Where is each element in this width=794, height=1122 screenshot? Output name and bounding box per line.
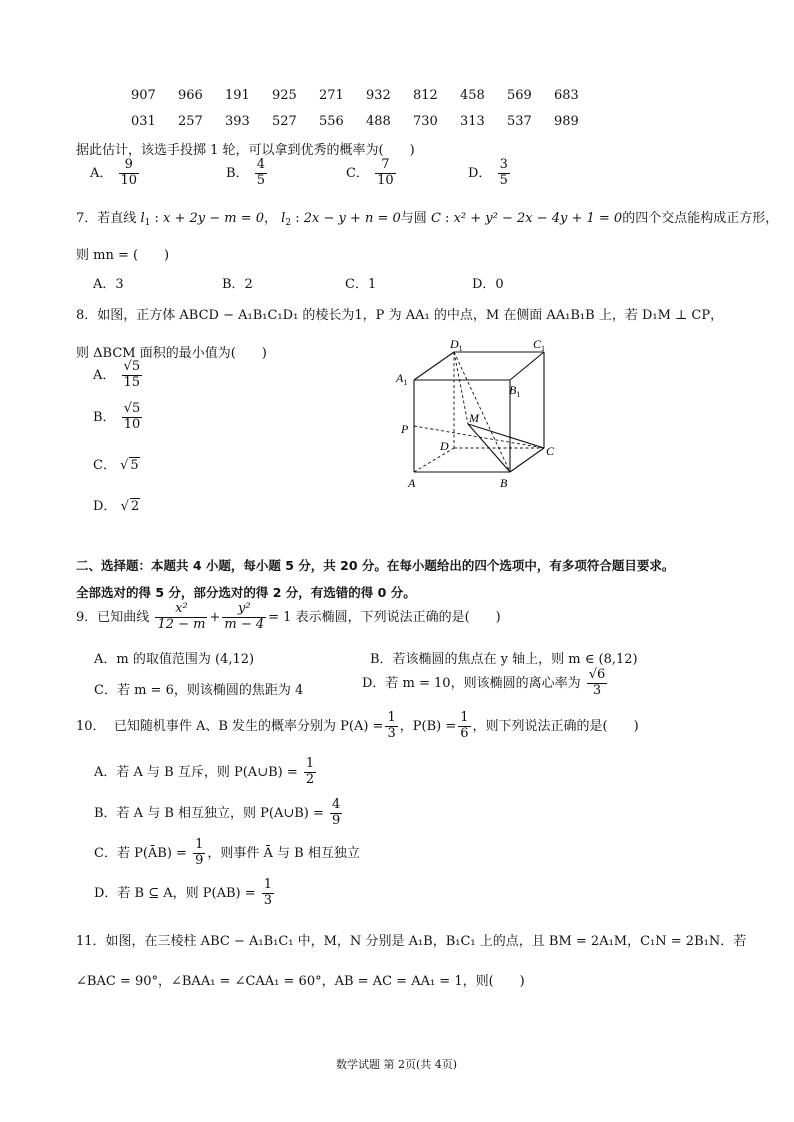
label-B: B — [500, 476, 508, 490]
denominator: 15 — [123, 374, 141, 390]
option-text: A．若 A 与 B 互斥，则 P(A∪B) = — [94, 764, 298, 780]
fraction — [330, 798, 342, 829]
q10-text: ，则下列说法正确的是( ) — [472, 718, 639, 734]
random-number: 031 — [131, 114, 156, 129]
segment-M-C-solid — [468, 424, 544, 448]
denominator: 9 — [195, 852, 204, 868]
fraction — [498, 158, 510, 189]
radicand: 5 — [130, 458, 139, 473]
denominator: 6 — [460, 725, 469, 741]
q7-text: 若直线 — [97, 211, 137, 226]
q10-option-b[interactable] — [94, 798, 344, 829]
option-text: D．若 m = 10，则该椭圆的离心率为 — [362, 675, 581, 691]
q11-text: 如图，在三棱柱 ABC − A₁B₁C₁ 中，M，N 分别是 A₁B，B₁C₁ 上的点，且 BM = 2A₁M，C₁N = 2B₁N．若 — [105, 934, 747, 949]
fraction — [222, 602, 266, 633]
option-label: B． — [93, 409, 116, 425]
denominator: 12 − m — [157, 616, 206, 632]
q9-option-d[interactable] — [362, 668, 609, 699]
line-l2-equation: 2x − y + n = 0 — [303, 211, 401, 226]
numerator: 1 — [263, 877, 273, 892]
denominator: 9 — [332, 812, 341, 828]
q10-option-c[interactable] — [94, 838, 360, 869]
numerator: x² — [155, 602, 207, 618]
q8-stem — [76, 304, 723, 323]
q9-text: 已知曲线 — [97, 609, 150, 625]
circle-equation: x² + y² − 2x − 4y + 1 = 0 — [453, 211, 623, 226]
random-number-row-1 — [131, 88, 601, 103]
q11-line2: ∠BAC = 90°，∠BAA₁ = ∠CAA₁ = 60°，AB = AC = AA₁ = 1，则( ) — [76, 974, 525, 989]
random-number: 458 — [460, 88, 485, 103]
label-D1: $D_1$ — [450, 337, 463, 353]
random-number: 812 — [413, 88, 438, 103]
denominator: 10 — [123, 416, 141, 432]
segment-D1-B — [454, 352, 510, 472]
cube-figure — [392, 332, 572, 494]
fraction — [587, 668, 608, 699]
denominator: 5 — [256, 172, 265, 188]
random-number: 527 — [272, 114, 297, 129]
numerator: y² — [222, 602, 266, 618]
edge-B1-C1 — [510, 352, 544, 380]
q9-stem: 9．已知曲线 $\frac{\text{x²}}{12 - m}$ + $\frac{\text{y²}}{m - 4}$ = 1 表示椭圆，下列说法正确的是( ) — [76, 601, 501, 632]
fraction — [375, 158, 396, 189]
label-C1: $C_1$ — [533, 337, 546, 353]
numerator: 4 — [332, 797, 341, 812]
numerator: 3 — [499, 157, 508, 172]
numerator: 1 — [195, 837, 204, 852]
fraction — [255, 158, 267, 189]
q8-line2: 则 ΔBCM 面积的最小值为( ) — [76, 346, 267, 361]
random-number: 683 — [554, 88, 579, 103]
q9-option-b[interactable]: B．若该椭圆的焦点在 y 轴上，则 m ∈ (8,12) — [370, 652, 638, 667]
option-text: D．若 B ⊆ A，则 P(AB) = — [94, 885, 256, 901]
q7-option-c[interactable]: C．1 — [345, 277, 377, 292]
random-number: 730 — [413, 114, 438, 129]
q8-option-b[interactable] — [93, 402, 144, 433]
q7-option-b[interactable]: B．2 — [222, 277, 253, 292]
denominator: 3 — [263, 892, 273, 908]
label-P: P — [401, 422, 409, 436]
fraction — [262, 878, 274, 909]
edge-B-C — [510, 448, 544, 472]
q6-option-b[interactable] — [226, 158, 269, 189]
numerator: √5 — [123, 359, 141, 374]
page-footer: 数学试题 第 2页(共 4页) — [336, 1058, 458, 1071]
numerator: √5 — [123, 401, 141, 416]
denominator: 3 — [387, 725, 396, 741]
random-number: 932 — [366, 88, 391, 103]
denominator: 10 — [120, 172, 138, 188]
random-number: 537 — [507, 114, 532, 129]
random-number: 488 — [366, 114, 391, 129]
q7-text: 与圆 — [400, 211, 427, 226]
denominator: 5 — [499, 172, 508, 188]
numerator: 1 — [305, 756, 315, 771]
radicand: 2 — [130, 499, 140, 514]
random-number-row-2 — [131, 114, 601, 129]
numerator: 7 — [375, 158, 396, 174]
random-number: 569 — [507, 88, 532, 103]
q11-stem — [76, 930, 746, 949]
q7-option-a[interactable]: A．3 — [93, 277, 124, 292]
random-number: 271 — [319, 88, 344, 103]
numerator: 9 — [119, 158, 140, 174]
question-number: 9． — [76, 609, 98, 625]
option-label: B． — [226, 165, 249, 181]
section-2-heading: 二、选择题：本题共 4 小题，每小题 5 分，共 20 分。在每小题给出的四个选项中，有多项符合题目要求。 — [76, 558, 675, 573]
random-number: 925 — [272, 88, 297, 103]
option-label: C． — [93, 458, 116, 473]
denominator: m − 4 — [224, 616, 265, 632]
numerator: 1 — [460, 710, 469, 725]
q9-option-c[interactable]: C．若 m = 6，则该椭圆的焦距为 4 — [94, 683, 304, 698]
option-label: D． — [468, 165, 492, 181]
q7-option-d[interactable]: D．0 — [472, 277, 504, 292]
question-number: 11． — [76, 934, 106, 949]
numerator: 4 — [256, 157, 265, 172]
option-text: ，则事件 Ā 与 B 相互独立 — [207, 845, 360, 861]
numerator: √6 — [588, 667, 606, 682]
q9-option-a[interactable]: A．m 的取值范围为 (4,12) — [94, 652, 255, 667]
line-l1-equation: x + 2y − m = 0 — [163, 211, 265, 226]
fraction — [122, 402, 143, 433]
q7-line2: 则 mn = ( ) — [76, 248, 170, 263]
q10-stem — [76, 711, 639, 742]
random-number: 989 — [554, 114, 579, 129]
segment-D1-M — [454, 352, 468, 424]
q6-stem: 据此估计，该选手投掷 1 轮，可以拿到优秀的概率为( ) — [76, 143, 415, 158]
q10-text: ，P(B) = — [399, 718, 457, 734]
denominator: 2 — [305, 771, 315, 787]
denominator: 3 — [592, 682, 602, 698]
label-A: A — [408, 476, 416, 490]
random-number: 257 — [178, 114, 203, 129]
fraction — [155, 602, 207, 633]
random-number: 393 — [225, 114, 250, 129]
q9-text: = 1 表示椭圆，下列说法正确的是( ) — [268, 609, 501, 625]
q8-option-a[interactable] — [93, 360, 144, 391]
option-label: A． — [90, 165, 113, 181]
numerator: 1 — [387, 710, 396, 725]
q6-option-c[interactable] — [346, 158, 398, 189]
label-M: M — [469, 411, 479, 425]
question-number: 10． — [76, 718, 106, 734]
fraction — [119, 158, 140, 189]
edge-A1-D1 — [414, 352, 454, 380]
denominator: 10 — [377, 172, 394, 188]
option-label: A． — [93, 367, 116, 383]
fraction — [122, 360, 143, 391]
random-number: 966 — [178, 88, 203, 103]
question-number: 8． — [76, 308, 98, 323]
label-A1: $A_1$ — [396, 371, 408, 387]
label-D: D — [440, 439, 449, 453]
option-text: B．若 A 与 B 相互独立，则 P(A∪B) = — [94, 805, 324, 821]
q6-option-a[interactable] — [90, 158, 141, 189]
q10-text: 已知随机事件 A、B 发生的概率分别为 P(A) = — [113, 718, 384, 734]
q8-text: 如图，正方体 ABCD − A₁B₁C₁D₁ 的棱长为1，P 为 AA₁ 的中点，M 在侧面 AA₁B₁B 上，若 D₁M ⊥ CP， — [97, 308, 724, 323]
q6-option-d[interactable] — [468, 158, 512, 189]
section-2-heading-line2: 全部选对的得 5 分，部分选对的得 2 分，有选错的得 0 分。 — [76, 585, 416, 600]
option-label: D． — [93, 499, 117, 514]
fraction — [193, 838, 205, 869]
question-number: 7． — [76, 211, 98, 226]
fraction — [458, 711, 470, 742]
q8-option-d[interactable]: D． √ 2 — [93, 499, 140, 514]
label-C: C — [546, 444, 555, 458]
random-number: 313 — [460, 114, 485, 129]
option-label: C． — [346, 165, 369, 181]
random-number: 191 — [225, 88, 250, 103]
q7-text: 的四个交点能构成正方形， — [622, 211, 779, 226]
fraction — [385, 711, 397, 742]
q10-option-d[interactable] — [94, 878, 276, 909]
q10-option-a[interactable] — [94, 757, 318, 788]
option-text: C．若 P(ĀB) = — [94, 845, 187, 861]
random-number: 556 — [319, 114, 344, 129]
label-B1: $B_1$ — [509, 383, 521, 399]
q8-option-c[interactable]: C． √ 5 — [93, 458, 139, 473]
random-number: 907 — [131, 88, 156, 103]
q7-stem: 7．若直线 $l_1$ : x + 2y − m = 0， $l_2$ : 2x − y + n = 0与圆 C : x² + y² − 2x − 4y + 1 = 0的四个交点能构成正方形， — [76, 211, 779, 228]
fraction — [304, 757, 316, 788]
